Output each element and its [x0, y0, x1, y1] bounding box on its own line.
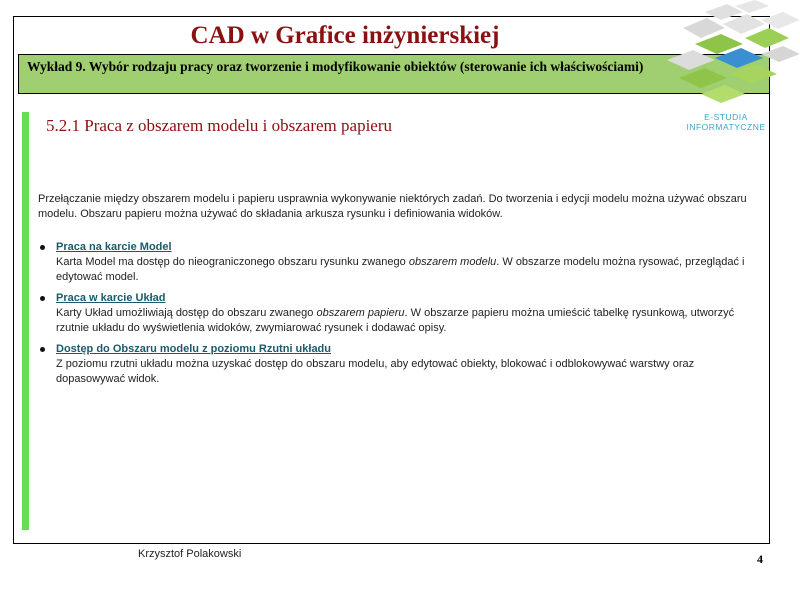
topic-description: Z poziomu rzutni układu można uzyskać dostęp do obszaru modelu, aby edytować obiekty, blokować i odblokowywać warstwy oraz dopasowywać widok.	[56, 358, 695, 385]
bullet-icon	[40, 245, 45, 250]
lecture-subtitle: Wykład 9. Wybór rodzaju pracy oraz tworzenie i modyfikowanie obiektów (sterowanie ich właściwościami)	[18, 54, 770, 94]
topic-list	[38, 240, 760, 393]
logo-text	[672, 112, 780, 132]
desc-emphasis: obszarem modelu	[408, 256, 497, 268]
slide-title: CAD w Grafice inżynierskiej	[190, 22, 500, 49]
intro-paragraph: Przełączanie między obszarem modelu i papieru usprawnia wykonywanie niektórych zadań. Do tworzenia i edycji modelu można używać obszaru modelu. Obszaru papieru można używać do składania arkusza rysunku i definiowania widoków.	[38, 193, 747, 220]
section-heading: 5.2.1 Praca z obszarem modelu i obszarem papieru	[46, 116, 393, 135]
desc-text: Karty Układ umożliwiają dostęp do obszaru zwanego	[56, 307, 317, 319]
bullet-icon	[40, 347, 45, 352]
bullet-icon	[40, 296, 45, 301]
accent-bar	[22, 112, 29, 530]
topic-link-viewport[interactable]: Dostęp do Obszaru modelu z poziomu Rzutni układu	[56, 343, 331, 355]
topic-description	[56, 306, 760, 336]
list-item	[38, 342, 760, 387]
topic-link-layout[interactable]: Praca w karcie Układ	[56, 292, 166, 304]
page-number: 4	[757, 552, 763, 566]
desc-text: Karta Model ma dostęp do nieograniczonego obszaru rysunku zwanego	[56, 256, 409, 268]
desc-text: . W obszarze papieru można umieścić tabelkę rysunkową, utworzyć rzutnie układu do wyświetlenia widoków, zwymiarować rysunek i dodawać opisy.	[56, 307, 735, 334]
logo-line-2: INFORMATYCZNE	[686, 122, 766, 132]
list-item	[38, 291, 760, 336]
footer-author: Krzysztof Polakowski	[138, 548, 242, 560]
topic-link-model[interactable]: Praca na karcie Model	[56, 241, 172, 253]
desc-emphasis: obszarem papieru	[316, 307, 405, 319]
topic-description	[56, 255, 760, 285]
list-item	[38, 240, 760, 285]
logo-line-1: E-STUDIA	[704, 112, 748, 122]
desc-text: . W obszarze modelu można rysować, przeglądać i edytować model.	[56, 256, 745, 283]
